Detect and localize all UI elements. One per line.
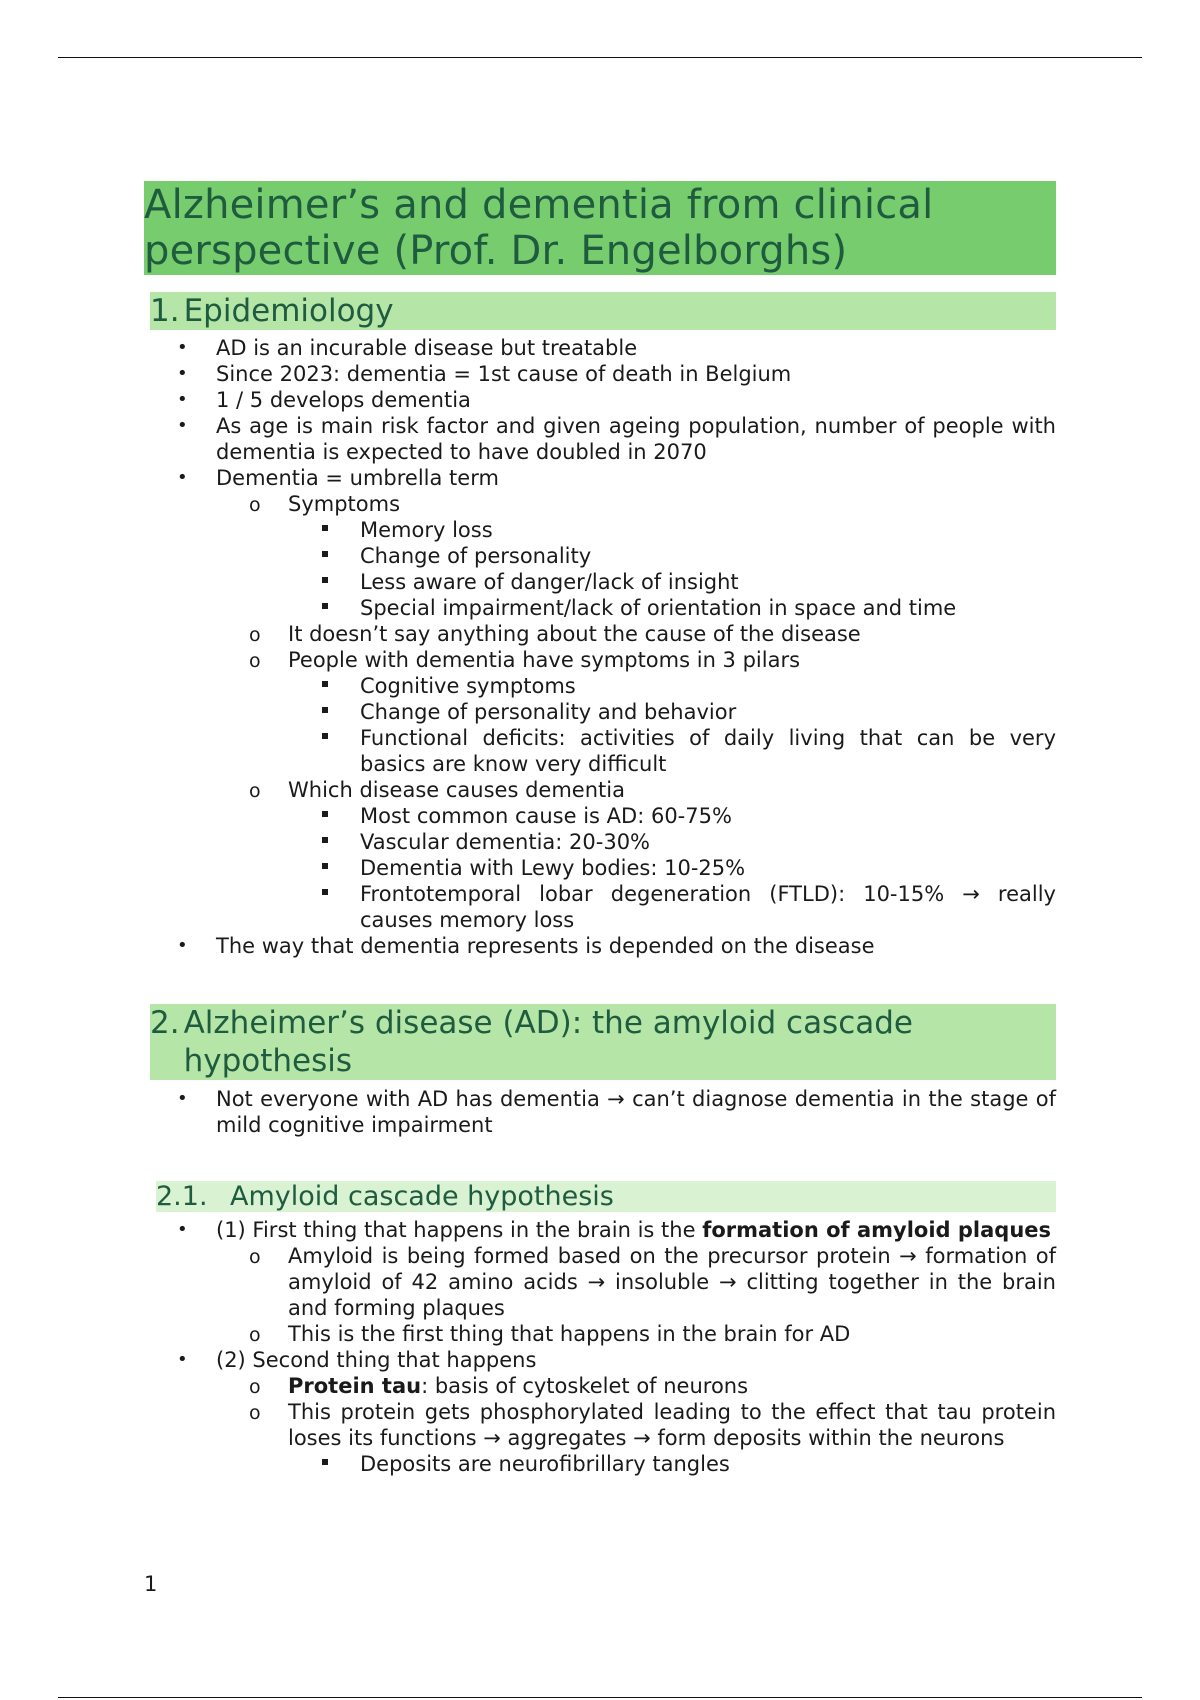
list-item: • Dementia = umbrella term o Symptoms Memory loss Change of personality Less aware of danger/lack of insight Special impairment/lack of orientation in space and time o It doesn’t say anything about the cause of the disease o People with dementia have symptoms in 3 pilars Cognitive symptoms Change of personality and behavior Functional deficits: activities of daily living that can be very basics are know very difficult o Which disease causes dementia Most common cause is AD: 60-75% Vascular dementia: 20-30% Dementia with Lewy bodies: 10-25% Frontotemporal lobar degeneration (FTLD): 10-15% → really causes memory loss [177,466,1056,932]
list-item: • The way that dementia represents is depended on the disease [177,934,875,958]
list-item: o Which disease causes dementia Most common cause is AD: 60-75% Vascular dementia: 20-30% Dementia with Lewy bodies: 10-25% Frontotemporal lobar degeneration (FTLD): 10-15% → really causes memory loss [249,778,1056,932]
list-item: Less aware of danger/lack of insight [288,569,1056,595]
list-item: o It doesn’t say anything about the cause of the disease [249,622,861,646]
list-item: • AD is an incurable disease but treatable [177,336,638,360]
list-item: Special impairment/lack of orientation in space and time [288,595,1056,621]
list-item: • Not everyone with AD has dementia → can’t diagnose dementia in the stage of mild cognitive impairment [177,1087,1056,1137]
document-title: Alzheimer’s and dementia from clinical perspective (Prof. Dr. Engelborghs) [144,181,1056,275]
list-item: o This is the first thing that happens in the brain for AD [249,1322,851,1346]
section-heading-epidemiology: 1. Epidemiology [150,292,1056,330]
document-body [144,181,1056,1477]
page-number: 1 [144,1572,158,1596]
list-item: o Protein tau: basis of cytoskelet of neurons [249,1374,749,1398]
header-rule [58,57,1142,58]
list-item: • (1) First thing that happens in the brain is the formation of amyloid plaques o Amyloid is being formed based on the precursor protein → formation of amyloid of 42 amino acids → insoluble → clitting together in the brain and forming plaques o This is the first thing that happens in the brain for AD [177,1218,1056,1346]
list-item: Deposits are neurofibrillary tangles [288,1451,1056,1477]
list-item: • (2) Second thing that happens o Protein tau: basis of cytoskelet of neurons o This protein gets phosphorylated leading to the effect that tau protein loses its functions → aggregates → form deposits within the neurons Deposits are neurofibrillary tangles [177,1348,1056,1476]
footer-rule [58,1697,1142,1698]
list-item: o Symptoms Memory loss Change of personality Less aware of danger/lack of insight Special impairment/lack of orientation in space and time [216,491,1056,621]
list-item: • 1 / 5 develops dementia [177,388,471,412]
list-item: o People with dementia have symptoms in 3 pilars Cognitive symptoms Change of personality and behavior Functional deficits: activities of daily living that can be very basics are know very difficult [249,648,1056,776]
list-item: Frontotemporal lobar degeneration (FTLD): 10-15% → really causes memory loss [288,881,1056,933]
list-item: o This protein gets phosphorylated leading to the effect that tau protein loses its functions → aggregates → form deposits within the neurons Deposits are neurofibrillary tangles [249,1400,1056,1476]
list-item: o Amyloid is being formed based on the precursor protein → formation of amyloid of 42 amino acids → insoluble → clitting together in the brain and forming plaques [249,1244,1056,1320]
list-item: Most common cause is AD: 60-75% [288,803,1056,829]
list-item: Vascular dementia: 20-30% [288,829,1056,855]
amyloid-hypothesis-list [144,1217,1056,1477]
list-item: Dementia with Lewy bodies: 10-25% [288,855,1056,881]
epidemiology-list [144,335,1056,959]
list-item: • As age is main risk factor and given ageing population, number of people with dementia is expected to have doubled in 2070 [177,414,1056,464]
subsection-heading-amyloid-hypothesis: 2.1. Amyloid cascade hypothesis [156,1181,1056,1212]
list-item: • Since 2023: dementia = 1st cause of death in Belgium [177,362,792,386]
amyloid-intro-list [144,1086,1056,1138]
list-item: Change of personality [288,543,1056,569]
section-heading-amyloid-cascade: 2. Alzheimer’s disease (AD): the amyloid cascade hypothesis [150,1004,1056,1080]
list-item: Cognitive symptoms [288,673,1056,699]
list-item: Change of personality and behavior [288,699,1056,725]
list-item: Functional deficits: activities of daily living that can be very basics are know very difficult [288,725,1056,777]
list-item: Memory loss [288,517,1056,543]
